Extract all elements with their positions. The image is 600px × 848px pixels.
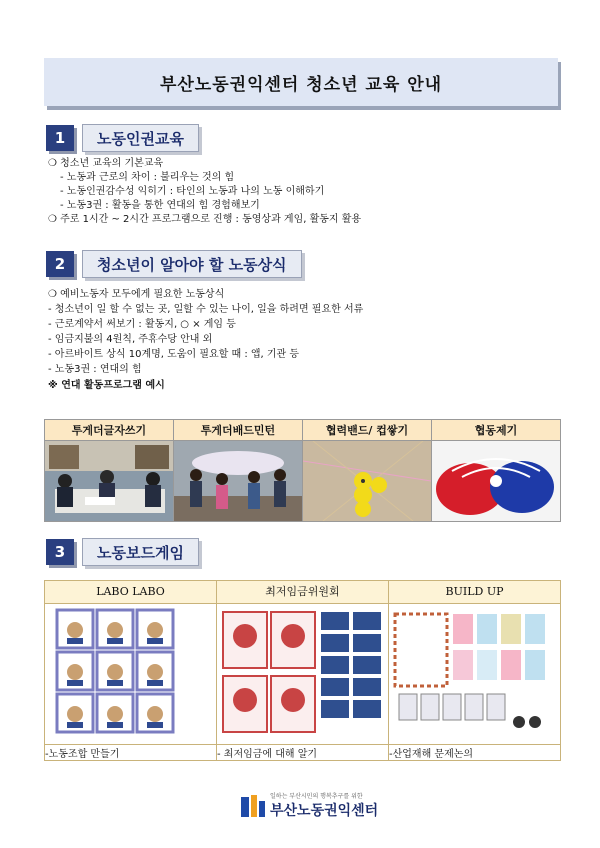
section-1-title: 노동인권교육 (82, 124, 199, 152)
game-caption: -노동조합 만들기 (45, 745, 217, 761)
section-1-body (48, 157, 361, 227)
activity-header: 투게더글자쓰기 (45, 420, 174, 441)
activity-photo-cell (45, 441, 174, 522)
minwage-cards-graphic (217, 604, 388, 744)
game-image-cell (389, 604, 561, 745)
section-2-line: - 근로계약서 써보기 : 활동지, ○ × 게임 등 (48, 319, 236, 330)
section-2-title: 청소년이 알아야 할 노동상식 (82, 250, 302, 278)
game-image-cell (217, 604, 389, 745)
activity-photo (45, 441, 173, 521)
section-2-line: ❍ 예비노동자 모두에게 필요한 노동상식 (48, 289, 225, 300)
section-2-number: 2 (46, 251, 74, 277)
activity-photo-cell (174, 441, 303, 522)
example-label: ※ 연대 활동프로그램 예시 (48, 380, 165, 391)
section-1-line: - 노동인권감수성 익히기 : 타인의 노동과 나의 노동 이해하기 (60, 186, 325, 197)
section-2-line: - 노동3권 : 연대의 힘 (48, 364, 142, 375)
activity-header: 투게더배드민턴 (174, 420, 303, 441)
game-name: LABO LABO (45, 581, 217, 604)
activity-photo-cell (303, 441, 432, 522)
minwage-cards-image (217, 604, 388, 744)
game-name: 최저임금위원회 (217, 581, 389, 604)
section-1-line: ❍ 주로 1시간 ~ 2시간 프로그램으로 진행 : 동영상과 게임, 활동지 활용 (48, 214, 362, 225)
game-image-cell (45, 604, 217, 745)
activity-photo (303, 441, 431, 521)
section-3-number: 3 (46, 539, 74, 565)
page-title: 부산노동권익센터 청소년 교육 안내 (44, 58, 558, 106)
section-1-line: ❍ 청소년 교육의 기본교육 (48, 158, 164, 169)
section-1-line: - 노동3권 : 활동을 통한 연대의 힘 경험해보기 (60, 200, 260, 211)
jegi-photo-image (432, 441, 560, 521)
badminton-photo-image (174, 441, 302, 521)
game-name: BUILD UP (389, 581, 561, 604)
buildup-cards-graphic (389, 604, 560, 744)
game-caption: - 최저임금에 대해 알기 (217, 745, 389, 761)
section-1-line: - 노동과 근로의 차이 : 불리우는 것의 힘 (60, 172, 235, 183)
section-2-line: - 임금지불의 4원칙, 주휴수당 안내 외 (48, 334, 213, 345)
section-2-line: - 아르바이트 상식 10계명, 도움이 필요할 때 : 앱, 기관 등 (48, 349, 300, 360)
labo-cards-image (45, 604, 216, 744)
buildup-cards-image (389, 604, 560, 744)
section-2-line: - 청소년이 일 할 수 없는 곳, 일할 수 있는 나이, 일을 하려면 필요한 서류 (48, 304, 364, 315)
footer-tagline: 일하는 부산시민의 행복추구를 위한 (270, 793, 363, 800)
footer-logo (240, 791, 390, 821)
activity-photo (174, 441, 302, 521)
activity-photo (432, 441, 560, 521)
boardgame-table (44, 580, 561, 761)
activity-header: 협동제기 (432, 420, 561, 441)
footer-org-name: 부산노동권익센터 (270, 803, 379, 819)
activity-photo-cell (432, 441, 561, 522)
section-1-number: 1 (46, 125, 74, 151)
labo-cards-graphic (45, 604, 216, 744)
activity-header: 협력밴드/ 컵쌓기 (303, 420, 432, 441)
activity-table (44, 419, 561, 522)
section-2-body (48, 287, 363, 394)
section-3-title: 노동보드게임 (82, 538, 199, 566)
game-caption: -산업재해 문제논의 (389, 745, 561, 761)
logo-icon (240, 793, 266, 819)
cup-stack-photo-image (303, 441, 431, 521)
writing-photo-image (45, 441, 173, 521)
